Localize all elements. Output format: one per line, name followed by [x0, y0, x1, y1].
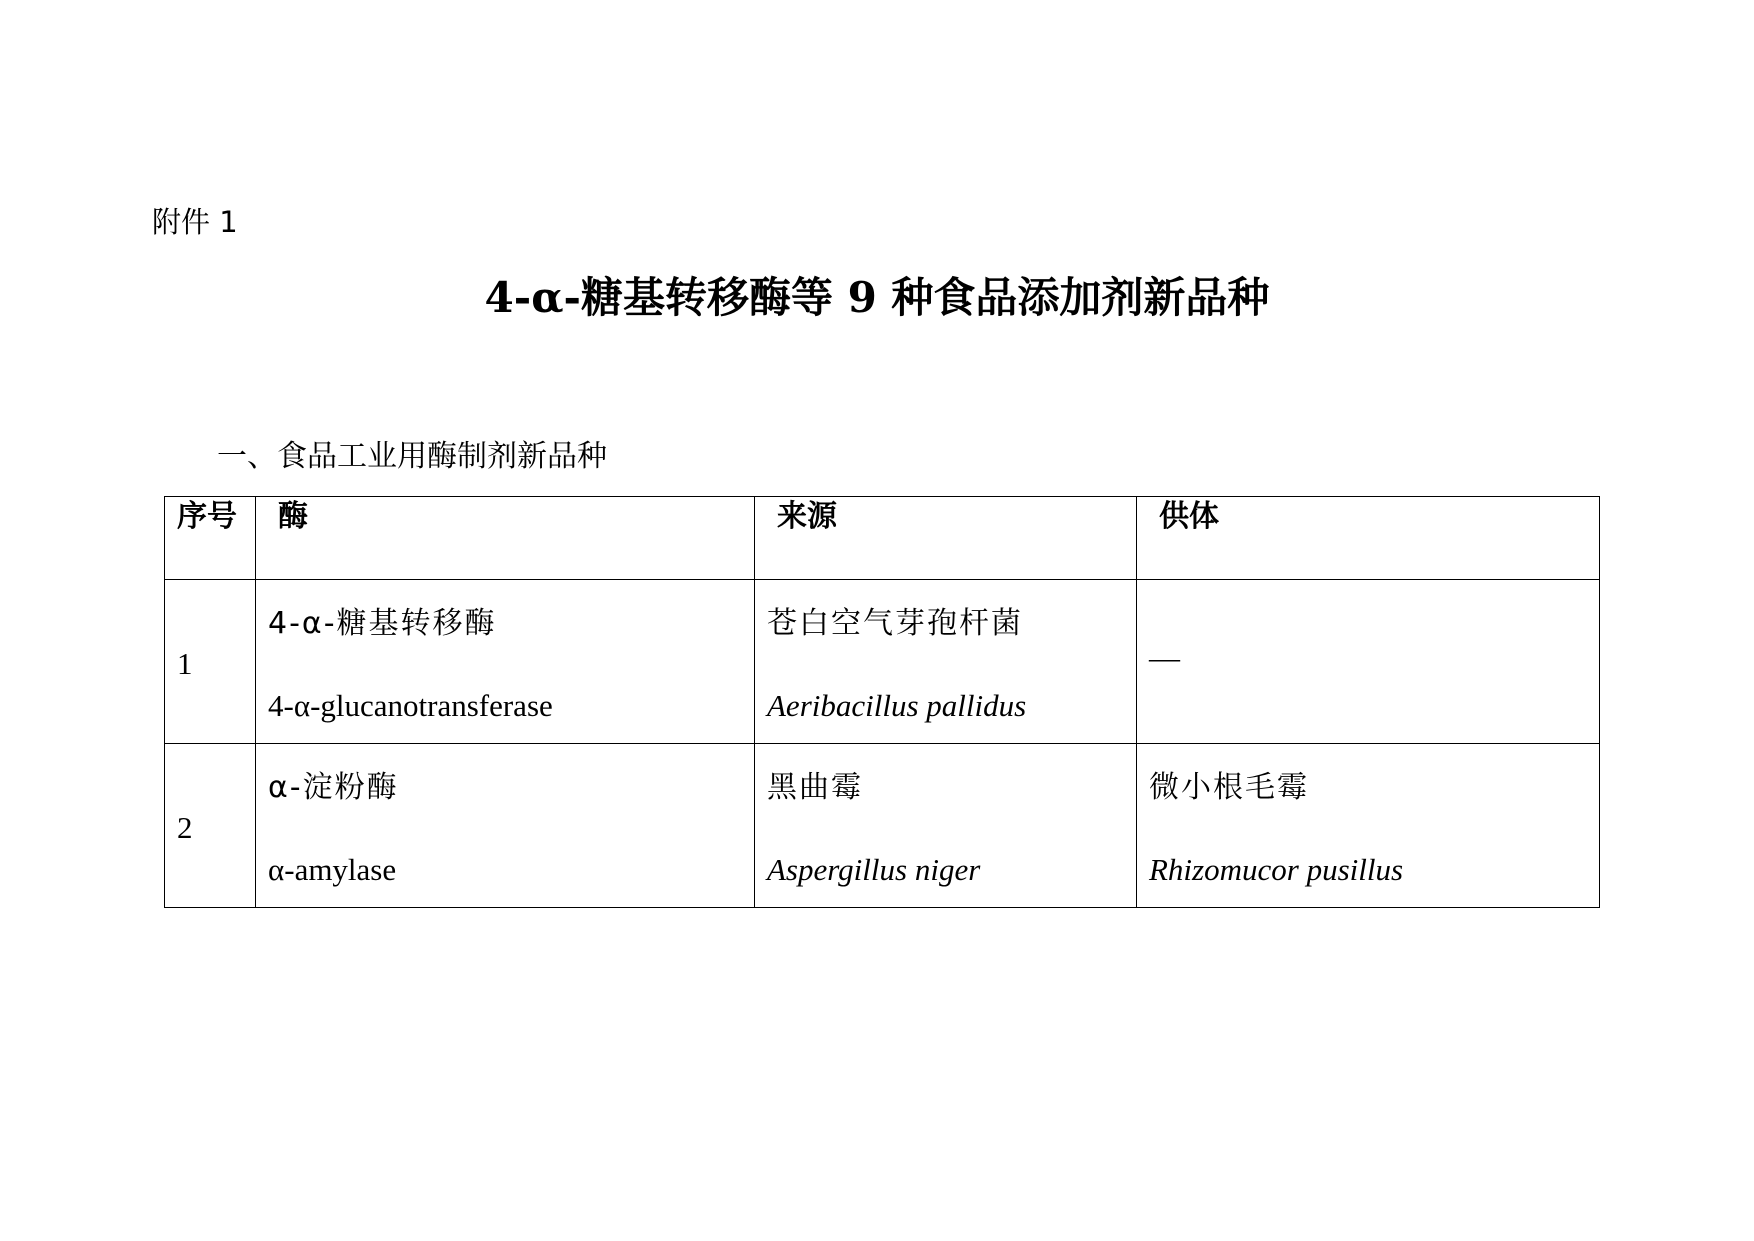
table-header-row — [165, 497, 1600, 580]
section-heading: 一、食品工业用酶制剂新品种 — [217, 439, 607, 474]
source-name-cn: 苍白空气芽孢杆菌 — [767, 606, 1023, 641]
donor-name-cn: 微小根毛霉 — [1149, 770, 1309, 805]
cell-enzyme — [256, 580, 755, 744]
enzyme-name-cn: α-淀粉酶 — [268, 770, 399, 805]
donor-name-en: Rhizomucor pusillus — [1149, 852, 1404, 887]
enzyme-table — [164, 496, 1600, 908]
cell-source — [755, 744, 1137, 908]
donor-empty-dash: — — [1149, 640, 1180, 675]
header-donor: 供体 — [1137, 497, 1600, 580]
document-title: 4-α-糖基转移酶等 9 种食品添加剂新品种 — [484, 273, 1270, 322]
seq-number: 1 — [177, 646, 193, 681]
cell-enzyme — [256, 744, 755, 908]
cell-seq — [165, 580, 256, 744]
cell-seq — [165, 744, 256, 908]
cell-donor — [1137, 580, 1600, 744]
source-name-en: Aeribacillus pallidus — [767, 688, 1027, 723]
source-name-en: Aspergillus niger — [767, 852, 981, 887]
source-name-cn: 黑曲霉 — [767, 770, 863, 805]
cell-source — [755, 580, 1137, 744]
table-row — [165, 580, 1600, 744]
attachment-label: 附件 1 — [152, 205, 238, 239]
table-row — [165, 744, 1600, 908]
cell-donor — [1137, 744, 1600, 908]
enzyme-name-en: α-amylase — [268, 852, 397, 887]
enzyme-name-cn: 4-α-糖基转移酶 — [268, 606, 497, 641]
header-enzyme: 酶 — [256, 497, 755, 580]
header-source: 来源 — [755, 497, 1137, 580]
seq-number: 2 — [177, 810, 193, 845]
enzyme-name-en: 4-α-glucanotransferase — [268, 688, 553, 723]
header-seq: 序号 — [165, 497, 256, 580]
